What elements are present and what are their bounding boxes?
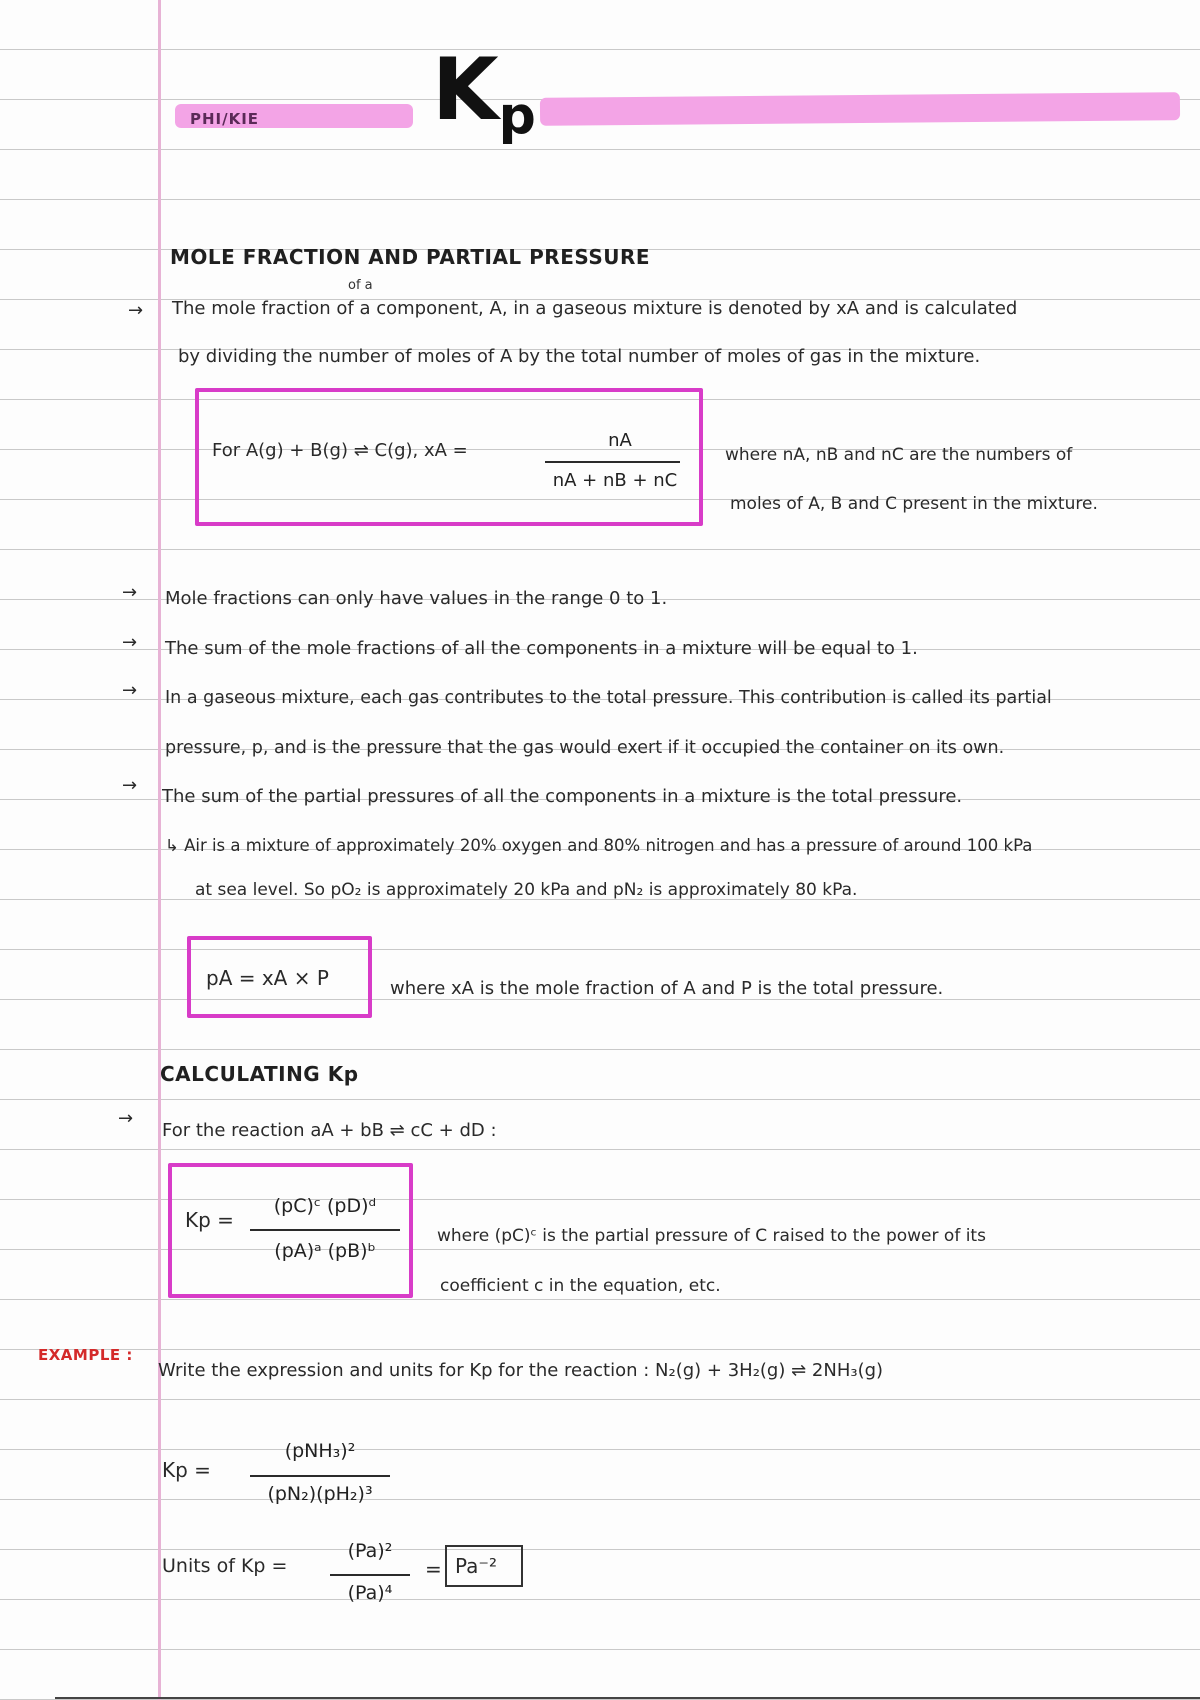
air-example-line-1: ↳ Air is a mixture of approximately 20% oxygen and 80% nitrogen and has a pressure of around 100 kPa xyxy=(165,836,1033,855)
intro-line-1: The mole fraction of a component, A, in a gaseous mixture is denoted by xA and is calculated xyxy=(172,298,1018,319)
mole-fraction-lhs: For A(g) + B(g) ⇌ C(g), xA = xyxy=(212,440,468,461)
kp-formula-note-1: where (pC)ᶜ is the partial pressure of C raised to the power of its xyxy=(437,1226,986,1246)
page-title: $K_p$ xyxy=(432,40,536,146)
bullet-arrow-icon: → xyxy=(122,582,138,603)
fraction-line xyxy=(250,1229,400,1231)
example-kp-denominator: (pN₂)(pH₂)³ xyxy=(267,1483,373,1505)
bullet-arrow-icon: → xyxy=(122,775,138,796)
mole-fraction-note-1: where nA, nB and nC are the numbers of xyxy=(725,445,1073,465)
bullet-arrow-icon: → xyxy=(122,632,138,653)
bullet-3: In a gaseous mixture, each gas contributes to the total pressure. This contribution is called its partial xyxy=(165,688,1052,708)
bullet-arrow-icon: → xyxy=(118,1108,134,1129)
fraction-line xyxy=(250,1475,390,1477)
bullet-arrow-icon: → xyxy=(128,300,144,321)
bullet-arrow-icon: → xyxy=(122,680,138,701)
kp-formula-denominator: (pA)ᵃ (pB)ᵇ xyxy=(274,1240,376,1262)
bullet-2: The sum of the mole fractions of all the components in a mixture will be equal to 1. xyxy=(165,638,918,659)
mole-fraction-denominator: nA + nB + nC xyxy=(552,470,678,491)
example-units-lhs: Units of Kp = xyxy=(162,1555,288,1577)
example-units-numerator: (Pa)² xyxy=(347,1540,393,1562)
mole-fraction-note-2: moles of A, B and C present in the mixture. xyxy=(730,494,1098,514)
example-label: EXAMPLE : xyxy=(38,1346,133,1364)
section-heading-mole-fraction: MOLE FRACTION AND PARTIAL PRESSURE xyxy=(170,245,651,269)
general-reaction-line: For the reaction aA + bB ⇌ cC + dD : xyxy=(162,1120,497,1141)
example-units-equals: = xyxy=(425,1557,442,1581)
kp-formula-lhs: Kp = xyxy=(185,1208,234,1232)
example-kp-lhs: Kp = xyxy=(162,1458,211,1482)
example-kp-numerator: (pNH₃)² xyxy=(284,1440,356,1462)
page-bottom-edge xyxy=(55,1697,1200,1699)
bullet-4: The sum of the partial pressures of all the components in a mixture is the total pressure. xyxy=(162,786,963,807)
header-highlight-right xyxy=(540,92,1180,126)
bullet-1: Mole fractions can only have values in the range 0 to 1. xyxy=(165,588,668,609)
air-example-line-2: at sea level. So pO₂ is approximately 20 kPa and pN₂ is approximately 80 kPa. xyxy=(195,880,858,900)
fraction-line xyxy=(545,461,680,463)
kp-formula-numerator: (pC)ᶜ (pD)ᵈ xyxy=(273,1195,377,1217)
section-heading-calculating-kp: CALCULATING Kp xyxy=(160,1062,359,1086)
partial-pressure-formula: pA = xA × P xyxy=(206,966,329,990)
example-units-denominator: (Pa)⁴ xyxy=(347,1582,393,1604)
header-label: PHI/KIE xyxy=(190,110,260,128)
fraction-line xyxy=(330,1574,410,1576)
example-question: Write the expression and units for Kp for the reaction : N₂(g) + 3H₂(g) ⇌ 2NH₃(g) xyxy=(158,1360,884,1381)
mole-fraction-numerator: nA xyxy=(608,430,632,451)
insert-annotation: of a xyxy=(348,278,373,293)
intro-line-2: by dividing the number of moles of A by the total number of moles of gas in the mixture. xyxy=(178,346,981,367)
bullet-3-continued: pressure, p, and is the pressure that the gas would exert if it occupied the container on its own. xyxy=(165,738,1005,758)
kp-formula-note-2: coefficient c in the equation, etc. xyxy=(440,1276,721,1296)
example-units-answer: Pa⁻² xyxy=(455,1554,497,1578)
partial-pressure-note: where xA is the mole fraction of A and P is the total pressure. xyxy=(390,978,944,999)
